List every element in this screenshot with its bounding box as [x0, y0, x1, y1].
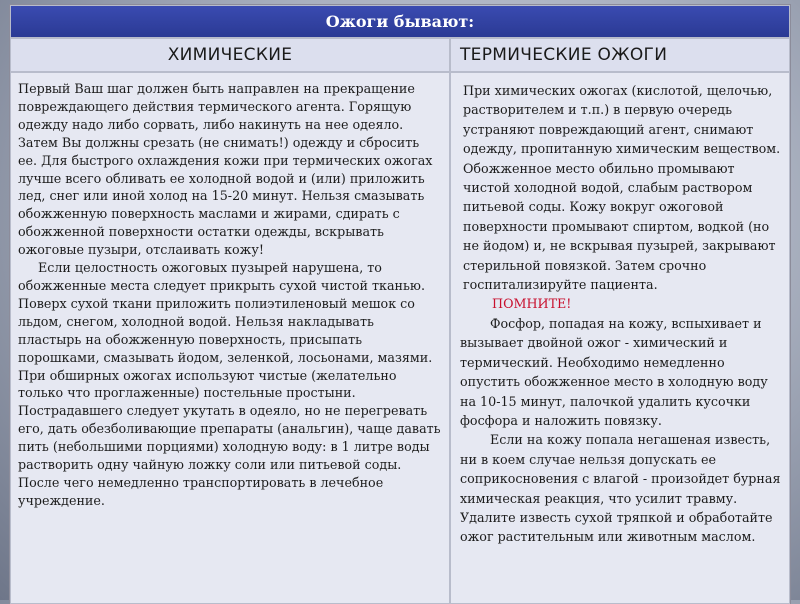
burns-table — [9, 4, 791, 604]
column-header-thermal: ТЕРМИЧЕСКИЕ ОЖОГИ — [450, 38, 790, 72]
column-header-chemical: ХИМИЧЕСКИЕ — [10, 38, 450, 72]
right-paragraph-lime: Если на кожу попала негашеная известь, ни в коем случае нельзя допускать ее соприкосновения с влагой - произойдет бурная химическая реакция, что усилит травму. Удалите известь сухой тряпкой и обработайте ожог растительным или животным маслом. — [460, 432, 781, 545]
table-title: Ожоги бывают: — [10, 5, 790, 38]
warning-label: ПОМНИТЕ! — [492, 296, 572, 312]
right-intro-paragraph: При химических ожогах (кислотой, щелочью, растворителем и т.п.) в первую очередь устраняют повреждающий агент, снимают одежду, пропитанную химическим веществом. Обожженное место обильно промывают чистой холодной водой, слабым раствором питьевой соды. Кожу вокруг ожоговой поверхности промывают спиртом, водкой (но не йодом) и, не вскрывая пузырей, закрывают стерильной повязкой. Затем срочно госпитализируйте пациента. — [463, 83, 781, 293]
right-column-text — [450, 72, 790, 604]
left-column-text — [10, 72, 450, 604]
right-paragraph-phosphor: Фосфор, попадая на кожу, вспыхивает и вызывает двойной ожог - химический и термический. Необходимо немедленно опустить обожженное место в холодную воду на 10-15 минут, палочкой удалить кусочки фосфора и наложить повязку. — [460, 315, 768, 428]
left-paragraph-1: Первый Ваш шаг должен быть направлен на прекращение повреждающего действия термического агента. Горящую одежду надо либо сорвать, либо накинуть на нее одеяло. Затем Вы должны срезать (не снимать!) одежду и сбросить ее. Для быстрого охлаждения кожи при термических ожогах лучше всего обливать ее холодной водой и (или) приложить лед, снег или иной холод на 15-20 минут. Нельзя смазывать обожженную поверхность маслами и жирами, сдирать с обожженной поверхности остатки одежды, вскрывать ожоговые пузыри, отслаивать кожу! — [18, 81, 433, 258]
left-paragraph-2: Если целостность ожоговых пузырей нарушена, то обожженные места следует прикрыть сухой чистой тканью. Поверх сухой ткани приложить полиэтиленовый мешок со льдом, снегом, холодной водой. Нельзя накладывать пластырь на обожженную поверхность, присыпать порошками, смазывать йодом, зеленкой, лосьонами, мазями. При обширных ожогах используют чистые (желательно только что проглаженные) постельные простыни. Пострадавшего следует укутать в одеяло, но не перегревать его, дать обезболивающие препараты (анальгин), чаще давать пить (небольшими порциями) холодную воду: в 1 литре воды растворить одну чайную ложку соли или питьевой соды. После чего немедленно транспортировать в лечебное учреждение. — [18, 260, 441, 508]
